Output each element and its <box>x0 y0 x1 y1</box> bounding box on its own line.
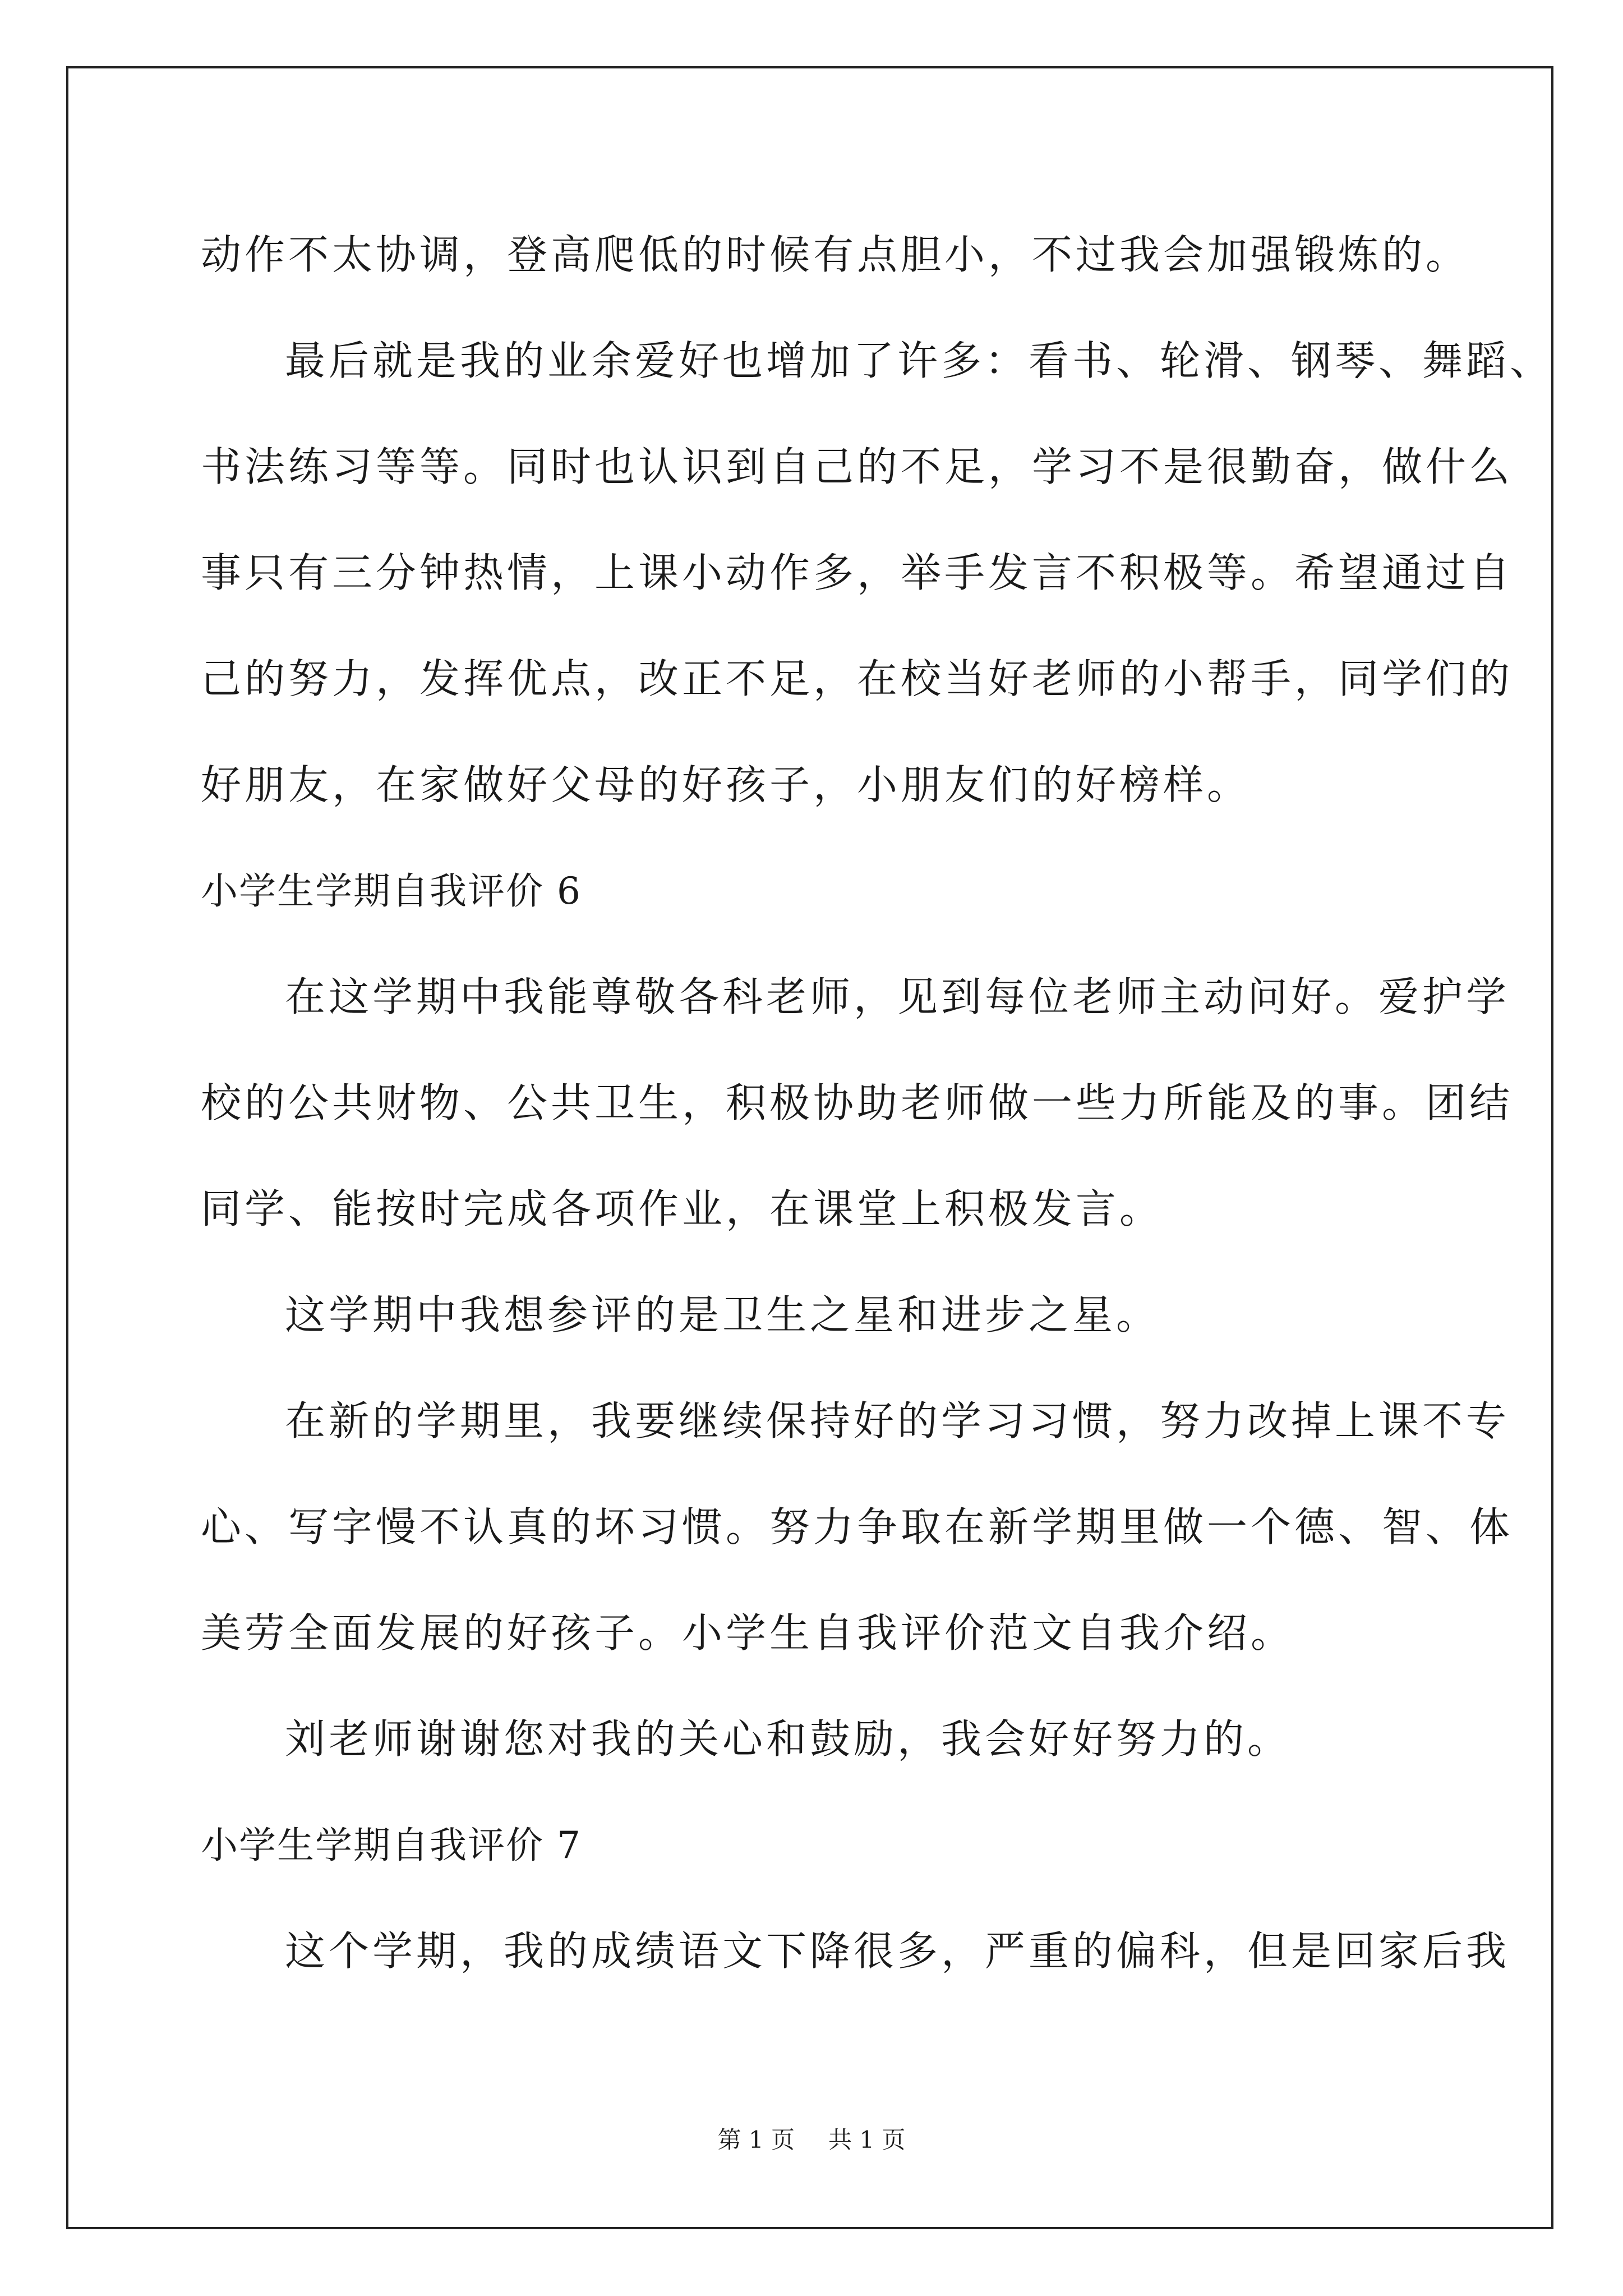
text-line: 刘老师谢谢您对我的关心和鼓励，我会好好努力的。 <box>285 1715 1292 1763</box>
text-line: 这个学期，我的成绩语文下降很多，严重的偏科，但是回家后我 <box>285 1927 1510 1975</box>
text-line: 美劳全面发展的好孩子。小学生自我评价范文自我介绍。 <box>201 1609 1295 1657</box>
text-line: 心、写字慢不认真的坏习惯。努力争取在新学期里做一个德、智、体 <box>201 1503 1514 1550</box>
text-line: 同学、能按时完成各项作业，在课堂上积极发言。 <box>201 1185 1164 1232</box>
section-heading: 小学生学期自我评价 7 <box>201 1824 582 1867</box>
text-line: 校的公共财物、公共卫生，积极协助老师做一些力所能及的事。团结 <box>201 1079 1514 1126</box>
text-line: 这学期中我想参评的是卫生之星和进步之星。 <box>285 1291 1160 1338</box>
text-line: 在这学期中我能尊敬各科老师，见到每位老师主动问好。爱护学 <box>285 973 1510 1020</box>
text-line: 动作不太协调，登高爬低的时候有点胆小，不过我会加强锻炼的。 <box>201 231 1470 278</box>
section-heading: 小学生学期自我评价 6 <box>201 869 582 913</box>
text-line: 事只有三分钟热情，上课小动作多，举手发言不积极等。希望通过自 <box>201 549 1514 596</box>
document-body <box>201 202 1554 2004</box>
text-line: 最后就是我的业余爱好也增加了许多：看书、轮滑、钢琴、舞蹈、 <box>285 337 1554 384</box>
text-line: 好朋友，在家做好父母的好孩子，小朋友们的好榜样。 <box>201 761 1251 808</box>
text-line: 书法练习等等。同时也认识到自己的不足，学习不是很勤奋，做什么 <box>201 443 1514 490</box>
text-line: 在新的学期里，我要继续保持好的学习习惯，努力改掉上课不专 <box>285 1397 1510 1444</box>
text-line: 己的努力，发挥优点，改正不足，在校当好老师的小帮手，同学们的 <box>201 655 1514 702</box>
page-number-total: 共 1 页 <box>828 2126 906 2154</box>
page-footer <box>0 2123 1623 2157</box>
page-number-current: 第 1 页 <box>717 2126 795 2154</box>
